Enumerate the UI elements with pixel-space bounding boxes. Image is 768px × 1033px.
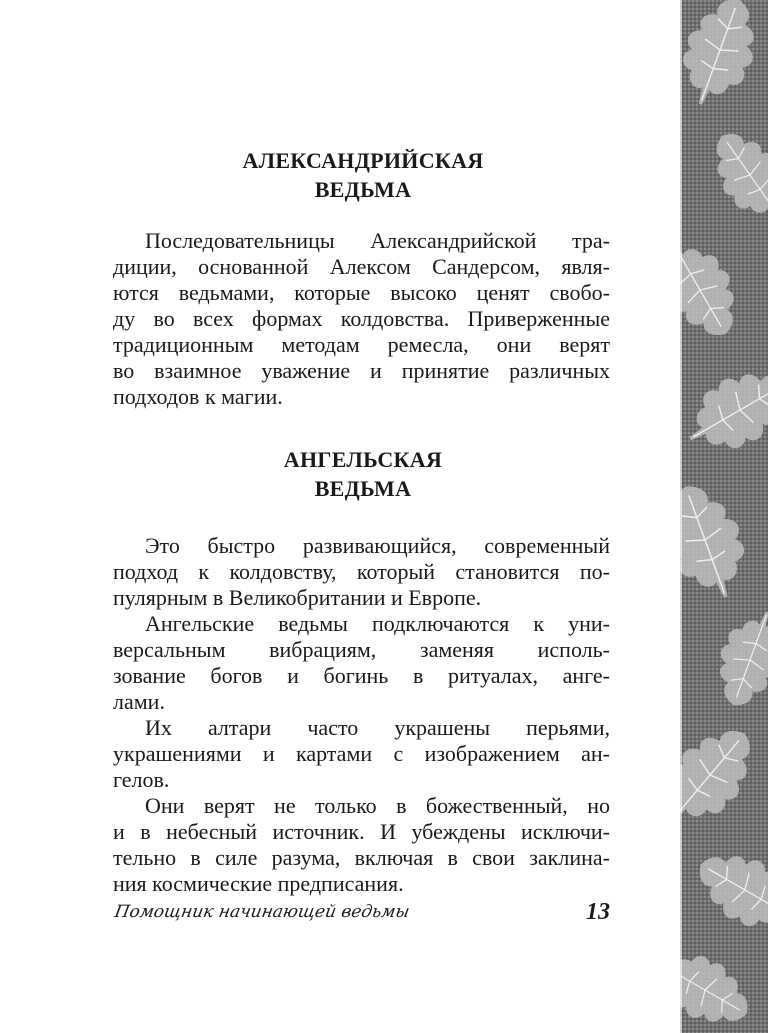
text-line: лами. xyxy=(113,689,165,714)
text-line: пулярным в Великобритании и Европе. xyxy=(113,585,482,610)
text-line: украшениями и картами с изображением ан- xyxy=(113,741,610,766)
text-line: ния космические предписания. xyxy=(113,871,404,896)
section-heading-alexandrian xyxy=(113,146,613,204)
heading-line: АЛЕКСАНДРИЙСКАЯ xyxy=(242,148,484,173)
text-line: ду во всех формах колдовства. Приверженные xyxy=(113,306,610,331)
text-line: во взаимное уважение и принятие различных xyxy=(113,358,610,383)
text-line: Ангельские ведьмы подключаются к уни- xyxy=(145,611,610,636)
text-line: Они верят не только в божественный, но xyxy=(145,793,610,818)
text-line: гелов. xyxy=(113,767,170,792)
section-heading-angelic xyxy=(113,445,613,503)
text-line: Последовательницы Александрийской тра- xyxy=(145,228,610,253)
heading-line: ВЕДЬМА xyxy=(314,476,412,501)
text-line: диции, основанной Алексом Сандерсом, явля- xyxy=(113,254,610,279)
text-line: версальным вибрациям, заменяя исполь- xyxy=(113,637,610,662)
heading-line: ВЕДЬМА xyxy=(314,177,412,202)
page-number: 13 xyxy=(586,899,610,925)
heading-line: АНГЕЛЬСКАЯ xyxy=(283,447,443,472)
text-line: тельно в силе разума, включая в свои заклина- xyxy=(113,845,610,870)
text-line: подходов к магии. xyxy=(113,384,283,409)
running-footer-title: Помощник начинающей ведьмы xyxy=(113,902,412,922)
text-line: и в небесный источник. И убеждены исключи- xyxy=(113,819,610,844)
text-line: традиционным методам ремесла, они верят xyxy=(113,332,610,357)
text-line: подход к колдовству, который становится по- xyxy=(113,559,610,584)
text-line: ются ведьмами, которые высоко ценят свобо- xyxy=(113,280,610,305)
text-line: зование богов и богинь в ритуалах, анге- xyxy=(113,663,610,688)
text-line: Их алтари часто украшены перьями, xyxy=(145,715,610,740)
text-line: Это быстро развивающийся, современный xyxy=(145,533,610,558)
oak-leaf-pattern-icon xyxy=(680,0,768,1033)
